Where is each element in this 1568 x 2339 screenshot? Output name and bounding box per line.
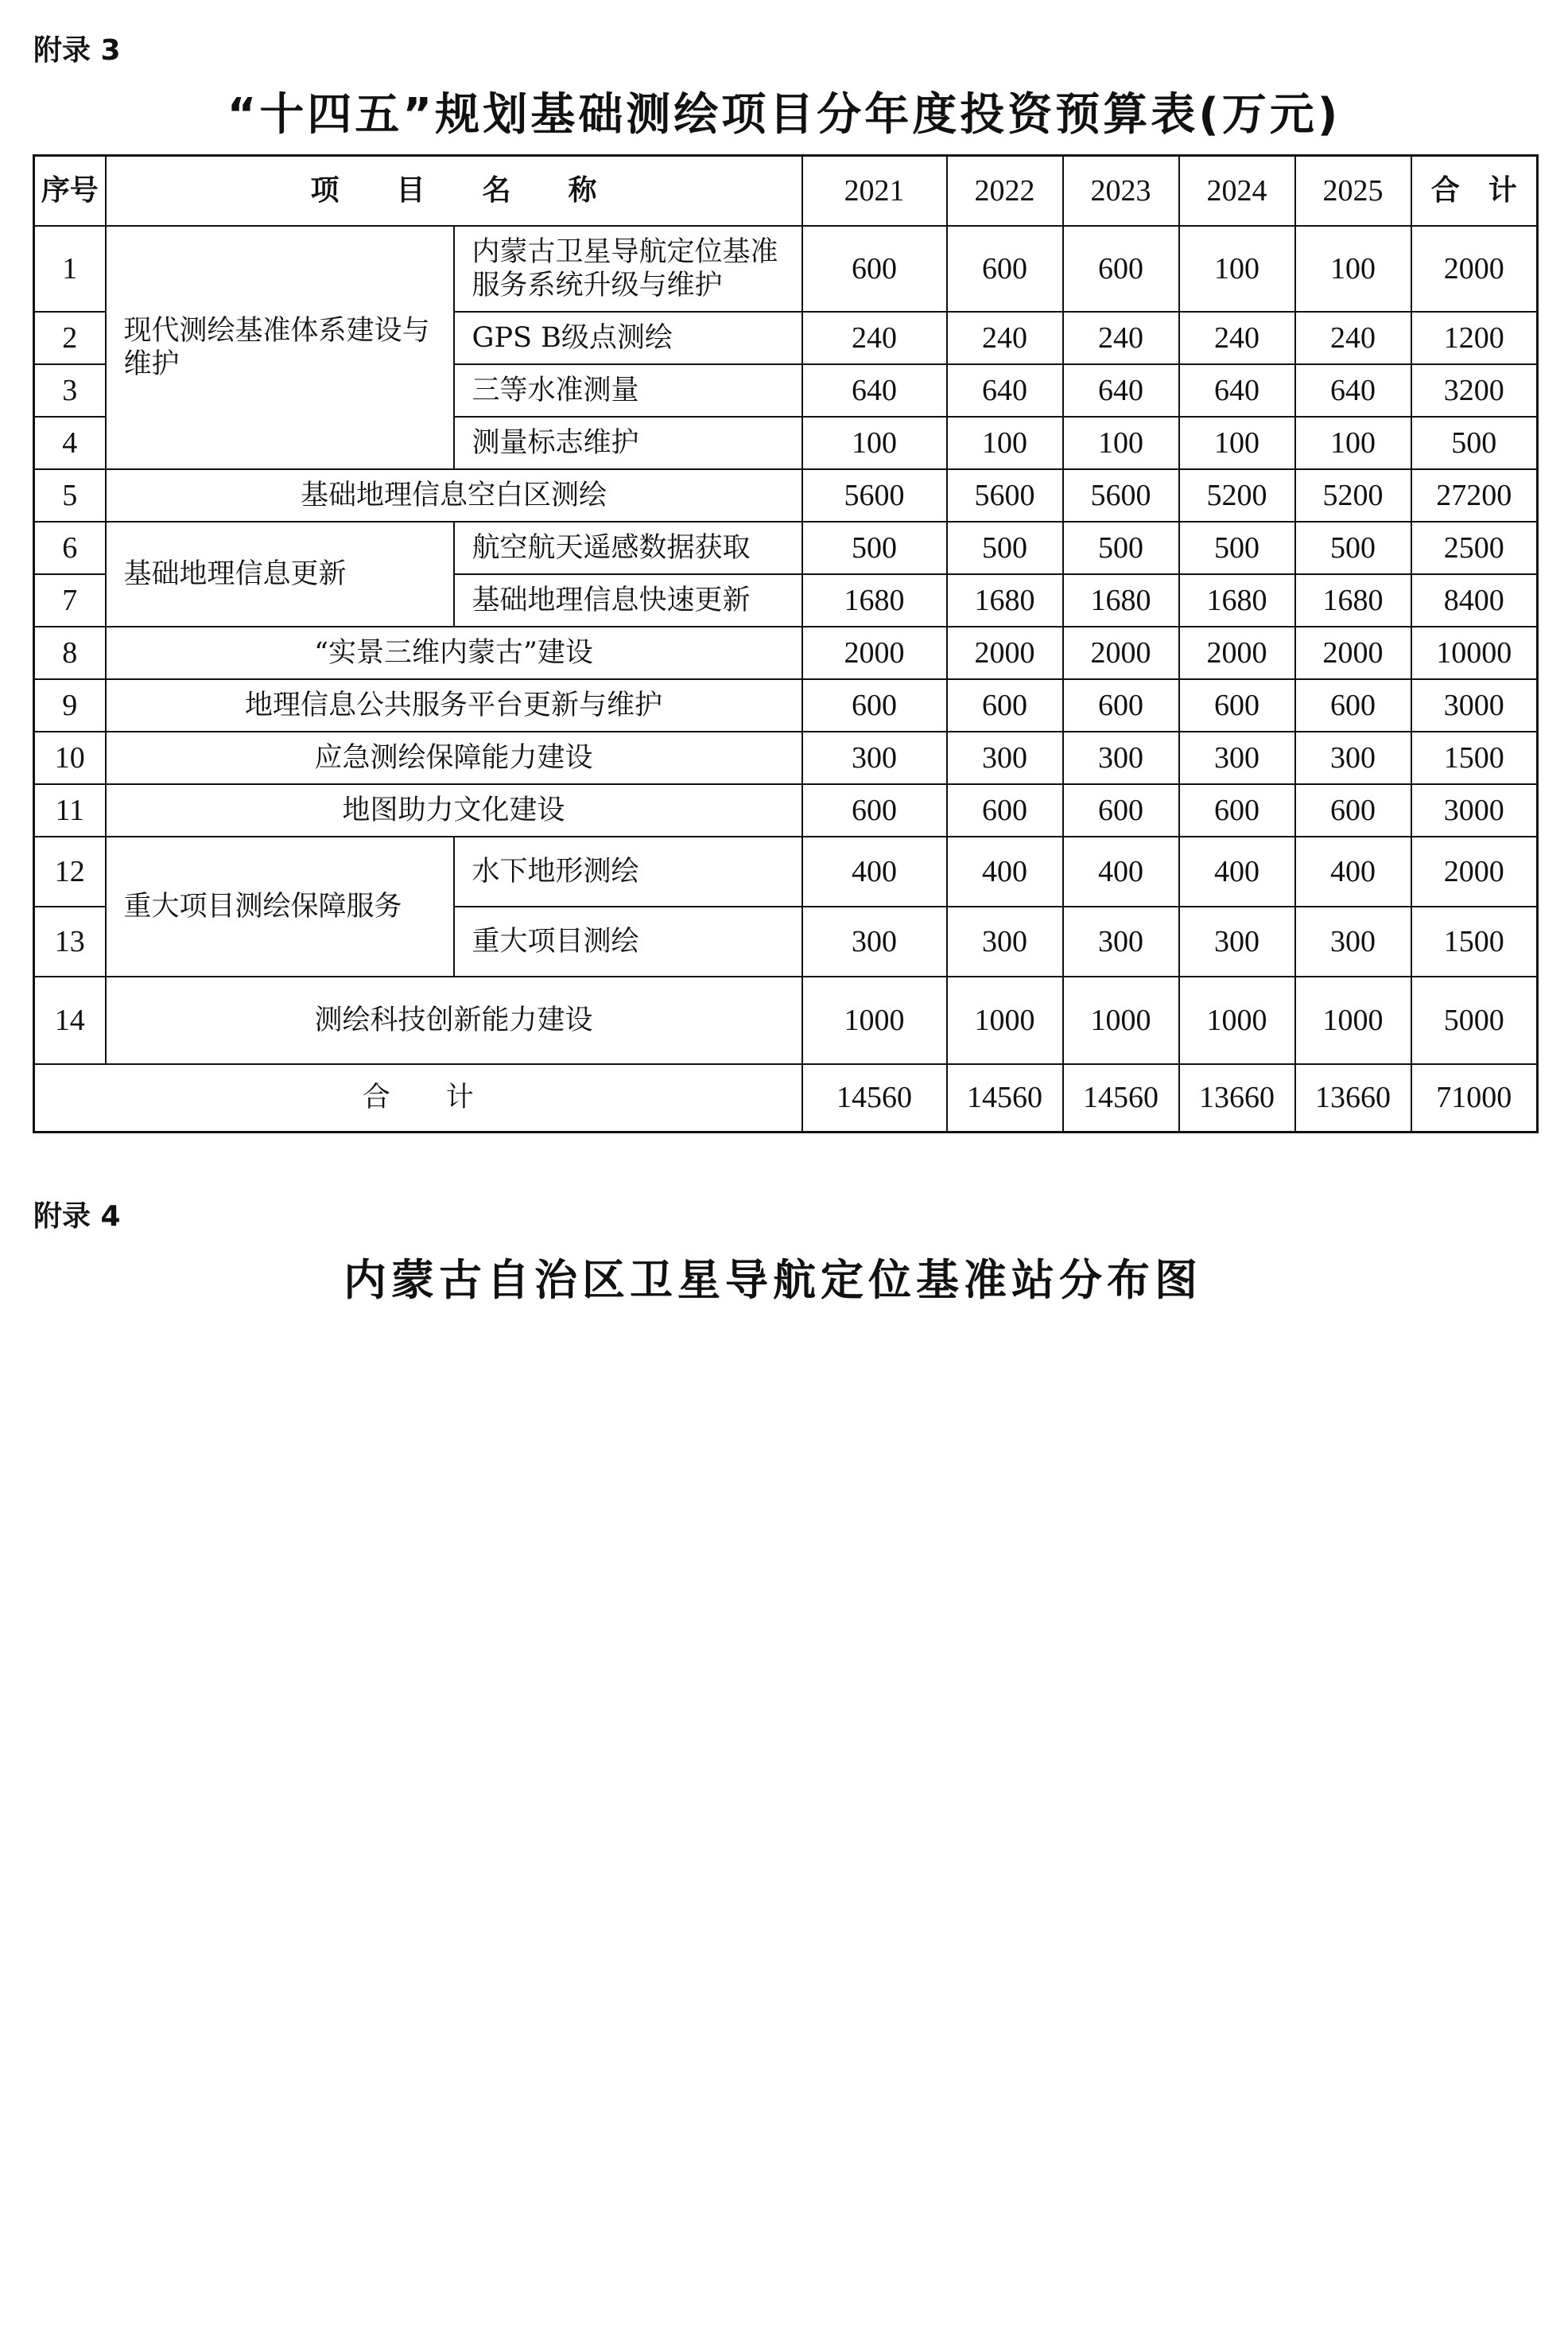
row-value: 1680 [802,574,947,627]
row-value: 5600 [802,469,947,522]
row-total: 10000 [1411,627,1538,679]
row-value: 500 [1063,522,1179,574]
row-value: 600 [802,679,947,732]
row-value: 400 [1063,837,1179,907]
header-total: 合 计 [1411,156,1538,226]
row-value: 1000 [1179,977,1295,1064]
row-total: 3000 [1411,784,1538,837]
row-value: 240 [947,312,1063,364]
budget-table-title: “十四五”规划基础测绘项目分年度投资预算表(万元) [227,89,1341,141]
row-value: 5200 [1179,469,1295,522]
row-name: 测量标志维护 [454,417,802,469]
row-value: 500 [802,522,947,574]
row-value: 600 [1179,679,1295,732]
row-total: 500 [1411,417,1538,469]
sum-value: 14560 [947,1064,1063,1133]
table-row [34,732,1538,784]
row-value: 100 [1295,226,1411,312]
row-total: 3000 [1411,679,1538,732]
row-value: 300 [1063,907,1179,977]
row-value: 1680 [1295,574,1411,627]
row-value: 500 [947,522,1063,574]
row-value: 600 [802,226,947,312]
row-no: 14 [34,977,106,1064]
row-total: 1500 [1411,732,1538,784]
sum-value: 14560 [802,1064,947,1133]
row-no: 9 [34,679,106,732]
row-value: 600 [1063,679,1179,732]
row-value: 1000 [1295,977,1411,1064]
header-year-2025: 2025 [1295,156,1411,226]
appendix-3-label: 附录 3 [33,34,121,67]
row-value: 100 [1295,417,1411,469]
row-value: 600 [947,784,1063,837]
row-value: 300 [1295,907,1411,977]
map-title: 内蒙古自治区卫星导航定位基准站分布图 [343,1255,1202,1305]
row-no: 13 [34,907,106,977]
table-row [34,784,1538,837]
row-value: 600 [1295,784,1411,837]
row-no: 11 [34,784,106,837]
header-project-name: 项 目 名 称 [106,156,802,226]
row-value: 300 [802,907,947,977]
header-year-2023: 2023 [1063,156,1179,226]
row-no: 6 [34,522,106,574]
table-row [34,837,1538,907]
row-value: 1000 [802,977,947,1064]
sum-total: 71000 [1411,1064,1538,1133]
row-name: 基础地理信息空白区测绘 [106,469,802,522]
row-total: 3200 [1411,364,1538,417]
row-no: 1 [34,226,106,312]
group-name: 基础地理信息更新 [106,522,454,627]
row-total: 2000 [1411,226,1538,312]
row-total: 27200 [1411,469,1538,522]
row-total: 2500 [1411,522,1538,574]
row-no: 7 [34,574,106,627]
row-value: 2000 [947,627,1063,679]
row-no: 10 [34,732,106,784]
row-value: 2000 [1295,627,1411,679]
row-value: 240 [1179,312,1295,364]
table-row [34,226,1538,312]
group-name: 现代测绘基准体系建设与维护 [106,226,454,469]
row-name: 重大项目测绘 [454,907,802,977]
header-no: 序号 [34,156,106,226]
row-name: 应急测绘保障能力建设 [106,732,802,784]
budget-table [33,154,1539,1133]
row-no: 8 [34,627,106,679]
sum-label: 合 计 [34,1064,802,1133]
row-value: 2000 [802,627,947,679]
row-value: 600 [1063,784,1179,837]
row-value: 100 [1063,417,1179,469]
row-no: 2 [34,312,106,364]
row-value: 5600 [1063,469,1179,522]
row-value: 240 [802,312,947,364]
row-value: 300 [802,732,947,784]
row-no: 12 [34,837,106,907]
row-total: 2000 [1411,837,1538,907]
row-name: 测绘科技创新能力建设 [106,977,802,1064]
row-value: 300 [947,907,1063,977]
row-value: 640 [1063,364,1179,417]
group-name: 重大项目测绘保障服务 [106,837,454,977]
row-value: 400 [947,837,1063,907]
row-no: 5 [34,469,106,522]
row-value: 600 [1179,784,1295,837]
row-value: 1000 [1063,977,1179,1064]
row-name: “实景三维内蒙古”建设 [106,627,802,679]
row-value: 300 [1063,732,1179,784]
row-value: 400 [1179,837,1295,907]
header-year-2024: 2024 [1179,156,1295,226]
row-name: 基础地理信息快速更新 [454,574,802,627]
row-no: 3 [34,364,106,417]
row-value: 600 [802,784,947,837]
table-row [34,522,1538,574]
header-year-2021: 2021 [802,156,947,226]
row-name: 水下地形测绘 [454,837,802,907]
table-row [34,627,1538,679]
row-value: 600 [1063,226,1179,312]
table-row [34,469,1538,522]
sum-value: 13660 [1179,1064,1295,1133]
row-value: 240 [1063,312,1179,364]
row-value: 1680 [1179,574,1295,627]
row-value: 300 [1295,732,1411,784]
row-name: 航空航天遥感数据获取 [454,522,802,574]
row-value: 300 [947,732,1063,784]
row-value: 100 [1179,417,1295,469]
row-total: 1200 [1411,312,1538,364]
sum-value: 14560 [1063,1064,1179,1133]
row-value: 2000 [1179,627,1295,679]
row-value: 100 [1179,226,1295,312]
row-value: 1000 [947,977,1063,1064]
row-value: 1680 [1063,574,1179,627]
row-value: 100 [802,417,947,469]
row-value: 400 [802,837,947,907]
header-year-2022: 2022 [947,156,1063,226]
row-value: 600 [1295,679,1411,732]
appendix-4-label: 附录 4 [33,1200,121,1233]
row-name: 三等水准测量 [454,364,802,417]
row-name: GPS B级点测绘 [454,312,802,364]
row-no: 4 [34,417,106,469]
row-value: 640 [947,364,1063,417]
row-total: 1500 [1411,907,1538,977]
row-value: 1680 [947,574,1063,627]
row-value: 500 [1295,522,1411,574]
row-value: 5600 [947,469,1063,522]
row-value: 240 [1295,312,1411,364]
row-value: 500 [1179,522,1295,574]
row-value: 2000 [1063,627,1179,679]
row-value: 600 [947,679,1063,732]
row-total: 8400 [1411,574,1538,627]
header-row [34,156,1538,226]
table-row [34,977,1538,1064]
row-value: 300 [1179,732,1295,784]
sum-row [34,1064,1538,1133]
row-value: 100 [947,417,1063,469]
row-value: 5200 [1295,469,1411,522]
row-value: 640 [1295,364,1411,417]
row-value: 640 [802,364,947,417]
row-value: 600 [947,226,1063,312]
row-name: 地理信息公共服务平台更新与维护 [106,679,802,732]
row-total: 5000 [1411,977,1538,1064]
row-value: 400 [1295,837,1411,907]
row-value: 300 [1179,907,1295,977]
row-name: 地图助力文化建设 [106,784,802,837]
row-value: 640 [1179,364,1295,417]
sum-value: 13660 [1295,1064,1411,1133]
table-row [34,679,1538,732]
row-name: 内蒙古卫星导航定位基准服务系统升级与维护 [454,226,802,312]
